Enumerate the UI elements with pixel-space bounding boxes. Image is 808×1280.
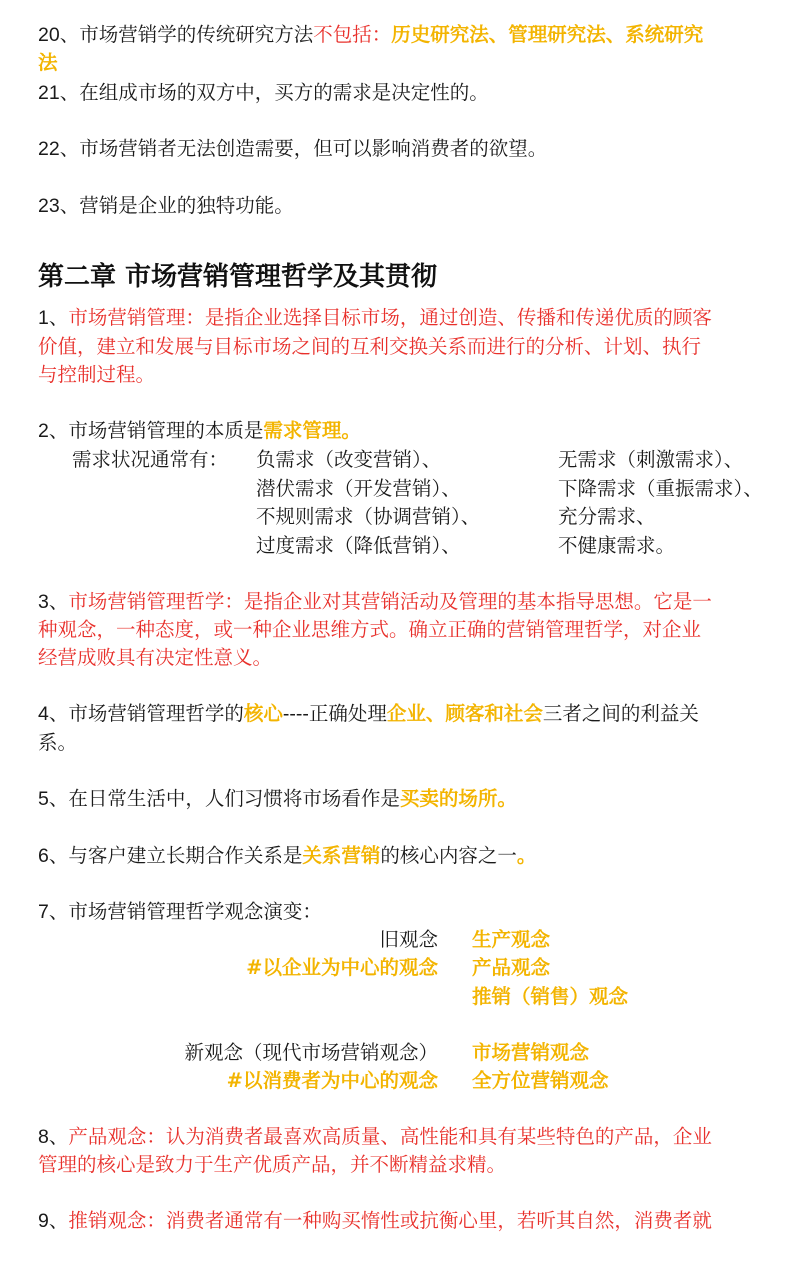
- para-3-line-3: 经营成败具有决定性意义。: [38, 646, 273, 669]
- para-3: 3、市场营销管理哲学：是指企业对其营销活动及管理的基本指导思想。它是一: [38, 590, 712, 613]
- demand-item: 不健康需求。: [558, 534, 676, 557]
- demand-item: 过度需求（降低营销）、: [256, 534, 461, 557]
- demand-label: 需求状况通常有：: [72, 448, 229, 471]
- para-8-line-2: 管理的核心是致力于生产优质产品，并不断精益求精。: [38, 1153, 507, 1176]
- item-number: 20: [38, 24, 60, 46]
- para-1-line-2: 价值，建立和发展与目标市场之间的互利交换关系而进行的分析、计划、执行: [38, 335, 702, 358]
- old-concept-item: 推销（销售）观念: [472, 985, 629, 1008]
- demand-item: 下降需求（重振需求）、: [558, 477, 763, 500]
- highlight-text: 关系营销: [302, 844, 381, 867]
- old-concept-item: 生产观念: [472, 928, 551, 951]
- demand-item: 负需求（改变营销）、: [256, 448, 442, 471]
- item-23: 23、营销是企业的独特功能。: [38, 194, 294, 217]
- item-21: 21、在组成市场的双方中，买方的需求是决定性的。: [38, 81, 489, 104]
- highlight-text: 核心: [243, 702, 283, 725]
- para-4-line-2: 系。: [38, 731, 78, 754]
- old-concept-subtitle: #以企业为中心的观念: [246, 956, 438, 979]
- para-6: 6、与客户建立长期合作关系是关系营销的核心内容之一。: [38, 844, 537, 867]
- item-20: 20、市场营销学的传统研究方法不包括：历史研究法、管理研究法、系统研究: [38, 23, 704, 46]
- para-8: 8、产品观念：认为消费者最喜欢高质量、高性能和具有某些特色的产品，企业: [38, 1125, 712, 1148]
- para-4: 4、市场营销管理哲学的核心----正确处理企业、顾客和社会三者之间的利益关: [38, 702, 699, 725]
- demand-item: 充分需求、: [558, 505, 656, 528]
- highlight-text: 企业、顾客和社会: [386, 702, 543, 725]
- old-concept-label: 旧观念: [379, 928, 438, 951]
- demand-item: 无需求（刺激需求）、: [558, 448, 744, 471]
- highlight-text: 历史研究法、管理研究法、系统研究: [391, 23, 704, 46]
- para-5: 5、在日常生活中，人们习惯将市场看作是买卖的场所。: [38, 787, 517, 810]
- old-concept-item: 产品观念: [472, 956, 551, 979]
- item-22: 22、市场营销者无法创造需要，但可以影响消费者的欲望。: [38, 137, 548, 160]
- highlight-text: 需求管理: [263, 419, 342, 442]
- chapter-title: 第二章 市场营销管理哲学及其贯彻: [38, 262, 438, 292]
- new-concept-item: 市场营销观念: [472, 1041, 590, 1064]
- new-concept-subtitle: #以消费者为中心的观念: [226, 1069, 438, 1092]
- para-1-line-3: 与控制过程。: [38, 363, 156, 386]
- para-9: 9、推销观念：消费者通常有一种购买惰性或抗衡心里，若听其自然，消费者就: [38, 1209, 712, 1232]
- item-20-cont: [38, 50, 58, 76]
- para-7: 7、市场营销管理哲学观念演变：: [38, 900, 322, 923]
- highlight-text: 法: [38, 51, 58, 74]
- para-1: 1、市场营销管理：是指企业选择目标市场，通过创造、传播和传递优质的顾客: [38, 306, 712, 329]
- demand-item: 不规则需求（协调营销）、: [256, 505, 481, 528]
- para-3-line-2: 种观念，一种态度，或一种企业思维方式。确立正确的营销管理哲学，对企业: [38, 618, 702, 641]
- para-2: 2、市场营销管理的本质是需求管理。: [38, 419, 361, 442]
- negation-text: 不包括：: [313, 23, 392, 46]
- new-concept-item: 全方位营销观念: [472, 1069, 609, 1092]
- new-concept-label: 新观念（现代市场营销观念）: [184, 1041, 438, 1064]
- highlight-text: 买卖的场所: [399, 787, 498, 810]
- demand-item: 潜伏需求（开发营销）、: [256, 477, 461, 500]
